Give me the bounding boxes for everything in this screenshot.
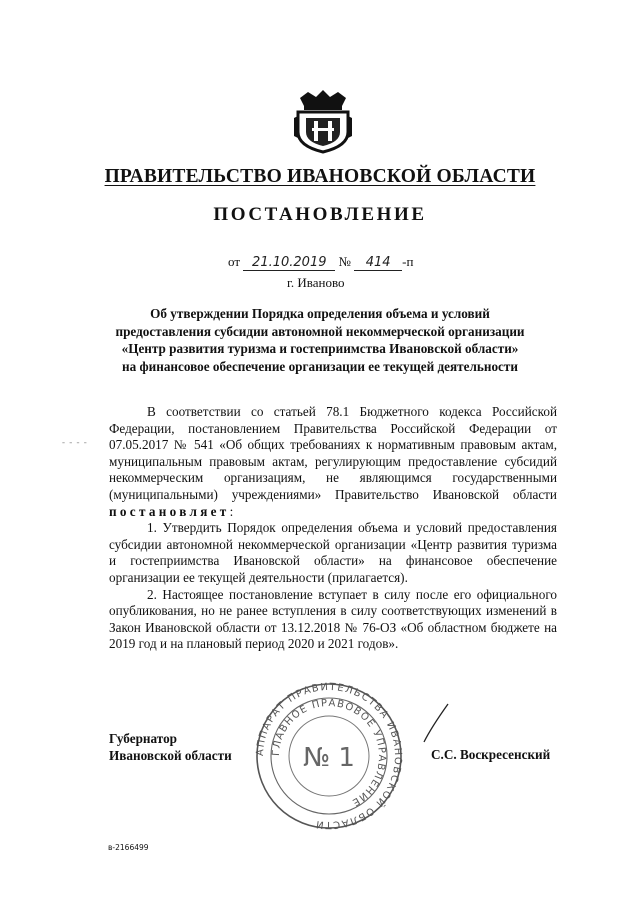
stamp-inner-text: ГЛАВНОЕ ПРАВОВОЕ УПРАВЛЕНИЕ — [270, 697, 388, 809]
government-title: ПРАВИТЕЛЬСТВО ИВАНОВСКОЙ ОБЛАСТИ — [104, 166, 536, 187]
item-2-paragraph: 2. Настоящее постановление вступает в силу после его официального опубликования, но не ранее вступления в силу соответствующих изменений в Закон Ивановской области от 13.12.2018 № 76-ОЗ «Об областном бюджете на 2019 год и на плановый период 2020 и 2021 годов». — [109, 586, 557, 652]
handwritten-date: 21.10.2019 — [243, 256, 335, 271]
document-body — [109, 404, 557, 653]
signature — [420, 700, 452, 746]
subject-line: Об утверждении Порядка определения объема и условий — [150, 306, 490, 321]
registration-line — [228, 254, 413, 271]
subject-line: на финансовое обеспечение организации ее текущей деятельности — [122, 358, 518, 374]
number-suffix: -п — [402, 254, 414, 269]
signer-name: С.С. Воскресенский — [431, 747, 551, 762]
number-sign: № — [338, 254, 351, 269]
handwritten-number: 414 — [354, 256, 402, 271]
preamble-paragraph: В соответствии со статьей 78.1 Бюджетного кодекса Российской Федерации, постановлением Правительства Российской Федерации от 07.05.2017 № 541 «Об общих требованиях к нормативным правовым актам, муниципальным правовым актам, регулирующим предоставление субсидий некоммерческим организациям, не являющимся государственными (муниципальными) учреждениями» Правительство Ивановской области постановляет: — [109, 404, 557, 519]
decree-word: постановляет — [109, 503, 230, 519]
official-stamp — [244, 682, 414, 830]
subject-line: «Центр развития туризма и гостеприимства Ивановской области» — [121, 341, 519, 356]
city: г. Иваново — [287, 275, 345, 290]
stamp-outer-text: АППАРАТ ПРАВИТЕЛЬСТВА ИВАНОВСКОЙ ОБЛАСТИ — [254, 682, 404, 830]
signatory-title: Губернатор Ивановской области — [109, 731, 232, 763]
document-code: в-2166499 — [108, 843, 149, 852]
document-type: ПОСТАНОВЛЕНИЕ — [213, 204, 427, 225]
margin-mark: - - - - — [62, 437, 88, 447]
stamp-center-text: № 1 — [303, 743, 355, 773]
ivanovo-coat-of-arms-icon — [294, 88, 352, 154]
subject-line: предоставления субсидии автономной некоммерческой организации — [115, 323, 525, 339]
document-subject — [90, 305, 550, 375]
item-1-paragraph: 1. Утвердить Порядок определения объема и условий предоставления субсидии автономной некоммерческой организации «Центр развития туризма и гостеприимства Ивановской области» на финансовое обеспечение организации ее текущей деятельности (прилагается). — [109, 520, 557, 585]
date-prefix: от — [228, 254, 241, 269]
